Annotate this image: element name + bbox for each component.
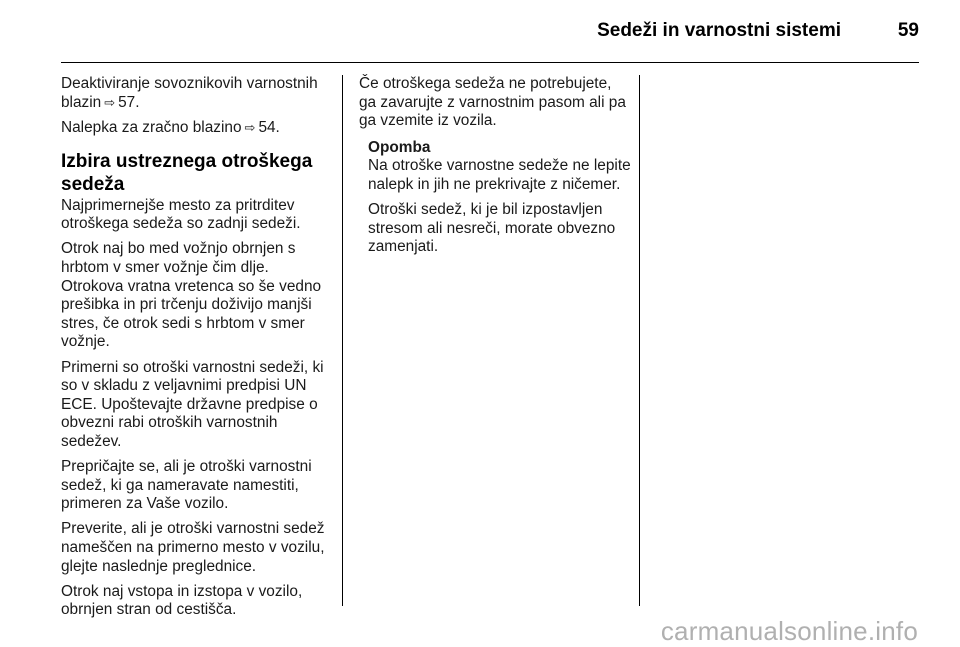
page-header [61,0,919,63]
column-divider-right [639,75,640,606]
note-paragraph: Otroški sedež, ki je bil izpostavljen stresom ali nesreči, morate obvezno zamenjati. [368,201,616,256]
reference-page: 57. [118,93,140,111]
note-box [368,139,631,257]
note-title: Opomba [368,138,431,156]
body-paragraph: Primerni so otroški varnostni sedeži, ki so v skladu z veljavnimi predpisi UN ECE. Upoštevajte državne predpise o obvezni rabi otroških varnostnih sedežev. [61,358,324,450]
body-paragraph: Preverite, ali je otroški varnostni sedež nameščen na primerno mesto v vozilu, glejte naslednje preglednice. [61,520,325,575]
section-title: Sedeži in varnostni sistemi [597,20,841,41]
body-paragraph: Otrok naj bo med vožnjo obrnjen s hrbtom v smer vožnje čim dlje. Otrokova vratna vretenca so še vedno prešibka in pri trčenju doživijo manjši stres, če otrok sedi s hrbtom v smer vožnje. [61,240,322,351]
reference-text: Nalepka za zračno blazino [61,118,242,136]
body-paragraph: Če otroškega sedeža ne potrebujete, ga zavarujte z varnostnim pasom ali pa ga vzemite iz vozila. [359,75,626,130]
left-column [61,75,333,627]
column-divider-left [342,75,343,606]
cross-reference-airbag-deactivation[interactable] [61,75,333,112]
section-heading: Izbira ustreznega otroškega sedeža [61,151,313,195]
body-paragraph: Najprimernejše mesto za pritrditev otroškega sedeža so zadnji sedeži. [61,196,301,233]
reference-page: 54. [258,118,280,136]
note-paragraph: Na otroške varnostne sedeže ne lepite nalepk in jih ne prekrivajte z ničemer. [368,157,631,193]
right-column [359,75,631,264]
page-reference-arrow-icon: ⇨ [104,94,116,110]
cross-reference-airbag-label[interactable] [61,119,333,138]
body-paragraph: Prepričajte se, ali je otroški varnostni sedež, ki ga nameravate namestiti, primeren za Vaše vozilo. [61,458,312,513]
reference-text: Deaktiviranje sovoznikovih varnostnih blazin [61,75,318,111]
body-paragraph: Otrok naj vstopa in izstopa v vozilo, obrnjen stran od cestišča. [61,582,303,619]
watermark: carmanualsonline.info [660,616,918,646]
page-number: 59 [897,20,919,41]
page-reference-arrow-icon: ⇨ [244,119,256,135]
